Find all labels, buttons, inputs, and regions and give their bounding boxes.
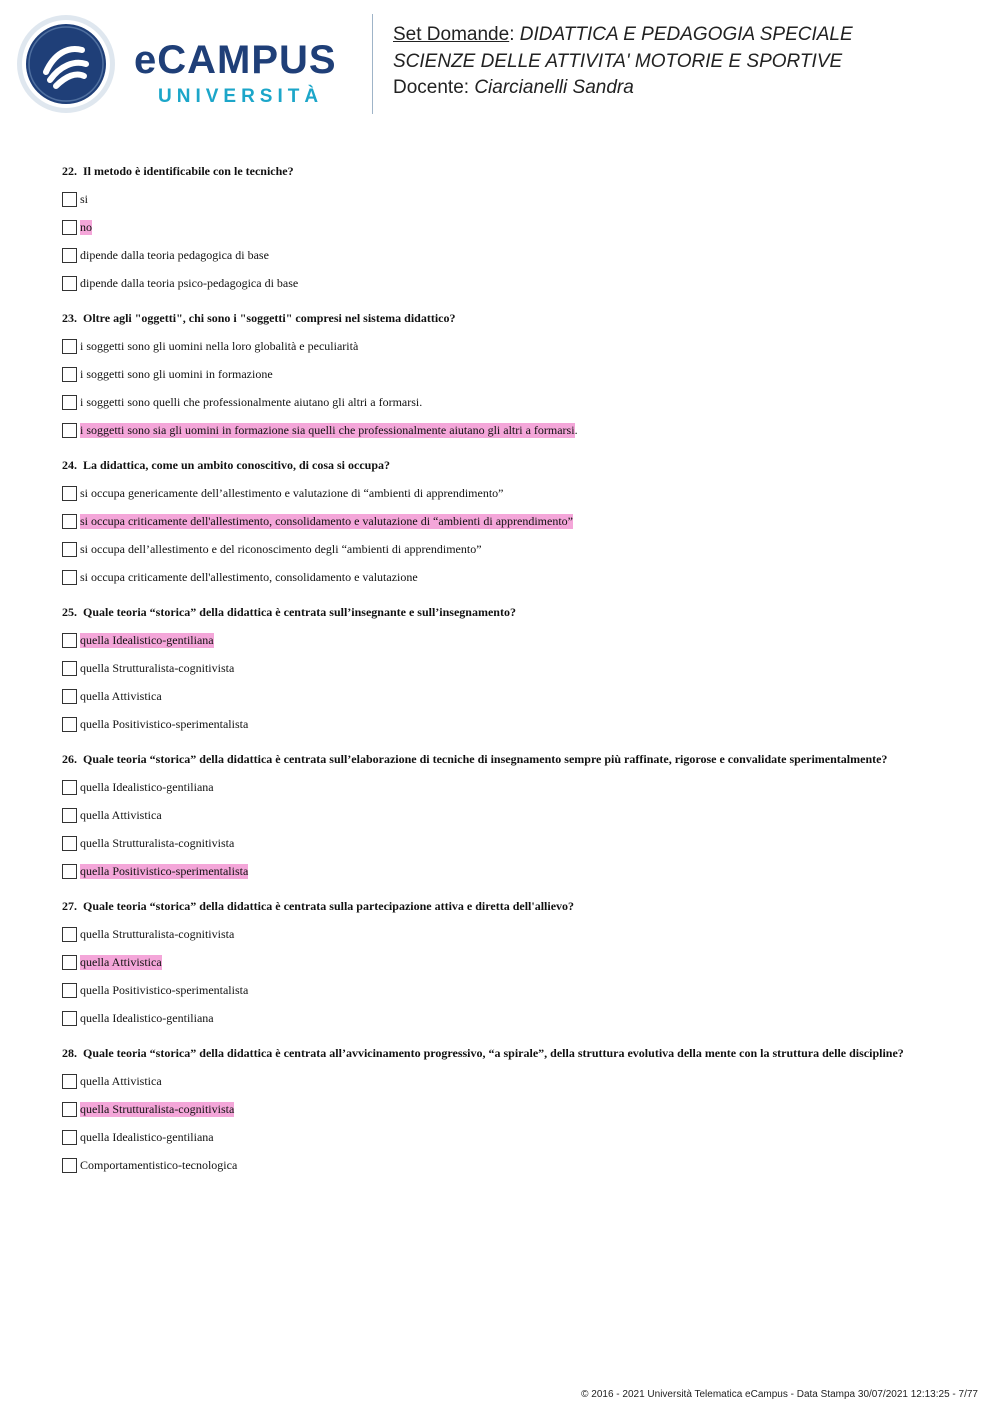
answer-label: si occupa dell’allestimento e del riconoscimento degli “ambienti di apprendimento” [80, 541, 482, 556]
question-item [62, 899, 952, 1032]
answer-label: Comportamentistico-tecnologica [80, 1157, 238, 1172]
answer-checkbox[interactable] [62, 1074, 77, 1089]
answer-option[interactable] [62, 535, 952, 563]
answer-checkbox[interactable] [62, 220, 77, 235]
question-item [62, 1046, 952, 1179]
question-number: 22. [62, 164, 77, 178]
question-title [62, 458, 952, 472]
set-line [393, 22, 853, 49]
answer-checkbox[interactable] [62, 1011, 77, 1026]
answer-option[interactable] [62, 710, 952, 738]
page-header [0, 0, 1000, 130]
answer-label: dipende dalla teoria pedagogica di base [80, 247, 269, 262]
answer-option[interactable] [62, 1004, 952, 1032]
answer-label: i soggetti sono gli uomini nella loro globalità e peculiarità [80, 338, 359, 353]
teacher-line [393, 75, 853, 102]
question-item [62, 605, 952, 738]
answer-checkbox[interactable] [62, 395, 77, 410]
answer-checkbox[interactable] [62, 836, 77, 851]
answer-label: quella Strutturalista-cognitivista [80, 835, 235, 850]
question-title [62, 899, 952, 913]
answer-option[interactable] [62, 241, 952, 269]
answer-checkbox[interactable] [62, 927, 77, 942]
answer-option[interactable] [62, 829, 952, 857]
answer-label: si [80, 191, 89, 206]
question-text: La didattica, come un ambito conoscitivo, di cosa si occupa? [83, 458, 391, 472]
answer-checkbox[interactable] [62, 808, 77, 823]
answer-label: quella Positivistico-sperimentalista [80, 982, 249, 997]
brand-sub-text: UNIVERSITÀ [158, 86, 324, 107]
answer-label: quella Attivistica [80, 954, 162, 969]
question-title [62, 605, 952, 619]
question-title [62, 752, 952, 766]
answer-option[interactable] [62, 388, 952, 416]
answer-option[interactable] [62, 682, 952, 710]
answer-checkbox[interactable] [62, 1130, 77, 1145]
brand-wordmark [134, 40, 364, 108]
question-number: 25. [62, 605, 77, 619]
answer-option[interactable] [62, 479, 952, 507]
answer-label: no [80, 219, 92, 234]
page-footer: © 2016 - 2021 Università Telematica eCampus - Data Stampa 30/07/2021 12:13:25 - 7/77 [581, 1389, 978, 1400]
answer-option[interactable] [62, 269, 952, 297]
answer-label: si occupa criticamente dell'allestimento, consolidamento e valutazione [80, 569, 418, 584]
course-title: DIDATTICA E PEDAGOGIA SPECIALE [519, 24, 853, 45]
answer-option[interactable] [62, 626, 952, 654]
question-number: 24. [62, 458, 77, 472]
answer-option[interactable] [62, 920, 952, 948]
answer-label: quella Attivistica [80, 688, 162, 703]
question-number: 23. [62, 311, 77, 325]
answer-checkbox[interactable] [62, 367, 77, 382]
answer-checkbox[interactable] [62, 570, 77, 585]
answer-option[interactable] [62, 332, 952, 360]
answer-label: quella Attivistica [80, 807, 162, 822]
answer-label: quella Idealistico-gentiliana [80, 1010, 214, 1025]
answer-label: si occupa genericamente dell’allestimento e valutazione di “ambienti di apprendimento” [80, 485, 504, 500]
answer-checkbox[interactable] [62, 486, 77, 501]
answer-label: i soggetti sono gli uomini in formazione [80, 366, 273, 381]
set-label: Set Domande [393, 24, 510, 45]
answer-checkbox[interactable] [62, 780, 77, 795]
answer-suffix: . [574, 422, 578, 437]
answer-checkbox[interactable] [62, 1102, 77, 1117]
answer-label: quella Strutturalista-cognitivista [80, 926, 235, 941]
teacher-name: Ciarcianelli Sandra [474, 77, 634, 98]
answer-option[interactable] [62, 976, 952, 1004]
question-item [62, 458, 952, 591]
answer-checkbox[interactable] [62, 192, 77, 207]
question-text: Quale teoria “storica” della didattica è centrata sulla partecipazione attiva e diretta dell'allievo? [83, 899, 575, 913]
question-title [62, 164, 952, 178]
answer-checkbox[interactable] [62, 689, 77, 704]
question-title [62, 311, 952, 325]
answer-label: dipende dalla teoria psico-pedagogica di base [80, 275, 299, 290]
answer-option[interactable] [62, 1067, 952, 1095]
question-text: Quale teoria “storica” della didattica è centrata sull’elaborazione di tecniche di insegnamento sempre più raffinate, rigorose e convalidate sperimentalmente? [83, 752, 888, 766]
answer-checkbox[interactable] [62, 661, 77, 676]
question-number: 27. [62, 899, 77, 913]
answer-label: quella Idealistico-gentiliana [80, 779, 214, 794]
question-item [62, 752, 952, 885]
question-list [62, 164, 952, 1193]
answer-checkbox[interactable] [62, 864, 77, 879]
question-text: Quale teoria “storica” della didattica è centrata all’avvicinamento progressivo, “a spirale”, della struttura evolutiva della mente con la struttura delle discipline? [83, 1046, 904, 1060]
answer-option[interactable] [62, 654, 952, 682]
question-title [62, 1046, 952, 1060]
answer-checkbox[interactable] [62, 423, 77, 438]
answer-option[interactable] [62, 185, 952, 213]
answer-checkbox[interactable] [62, 542, 77, 557]
answer-option[interactable] [62, 507, 952, 535]
answer-option[interactable] [62, 773, 952, 801]
question-text: Quale teoria “storica” della didattica è centrata sull’insegnante e sull’insegnamento? [83, 605, 516, 619]
answer-label: quella Positivistico-sperimentalista [80, 716, 249, 731]
answer-option[interactable] [62, 948, 952, 976]
answer-checkbox[interactable] [62, 339, 77, 354]
answer-option[interactable] [62, 801, 952, 829]
header-info [393, 22, 853, 102]
answer-option[interactable] [62, 1095, 952, 1123]
answer-checkbox[interactable] [62, 1158, 77, 1173]
question-number: 26. [62, 752, 77, 766]
answer-label: quella Attivistica [80, 1073, 162, 1088]
set-separator: : [509, 24, 520, 45]
question-text: Il metodo è identificabile con le tecniche? [83, 164, 294, 178]
ecampus-logo-icon [16, 14, 116, 114]
answer-label: i soggetti sono quelli che professionalmente aiutano gli altri a formarsi. [80, 394, 423, 409]
header-divider [372, 14, 373, 114]
course-subtitle: SCIENZE DELLE ATTIVITA' MOTORIE E SPORTIVE [393, 50, 843, 72]
answer-checkbox[interactable] [62, 248, 77, 263]
answer-checkbox[interactable] [62, 276, 77, 291]
answer-option[interactable] [62, 416, 952, 444]
answer-option[interactable] [62, 360, 952, 388]
answer-label: i soggetti sono sia gli uomini in formazione sia quelli che professionalmente aiutano gli altri a formarsi [80, 422, 575, 437]
question-item [62, 164, 952, 297]
answer-option[interactable] [62, 1123, 952, 1151]
answer-option[interactable] [62, 213, 952, 241]
answer-checkbox[interactable] [62, 983, 77, 998]
brand-main-text: eCAMPUS [134, 38, 337, 82]
answer-checkbox[interactable] [62, 514, 77, 529]
answer-label: quella Strutturalista-cognitivista [80, 1101, 235, 1116]
teacher-label: Docente: [393, 77, 475, 98]
question-item [62, 311, 952, 444]
answer-option[interactable] [62, 563, 952, 591]
answer-label: quella Idealistico-gentiliana [80, 632, 214, 647]
answer-checkbox[interactable] [62, 633, 77, 648]
answer-checkbox[interactable] [62, 717, 77, 732]
answer-label: si occupa criticamente dell'allestimento, consolidamento e valutazione di “ambienti di apprendimento” [80, 513, 573, 528]
question-text: Oltre agli "oggetti", chi sono i "soggetti" compresi nel sistema didattico? [83, 311, 456, 325]
question-number: 28. [62, 1046, 77, 1060]
answer-label: quella Positivistico-sperimentalista [80, 863, 249, 878]
answer-option[interactable] [62, 857, 952, 885]
answer-checkbox[interactable] [62, 955, 77, 970]
answer-option[interactable] [62, 1151, 952, 1179]
answer-label: quella Strutturalista-cognitivista [80, 660, 235, 675]
answer-label: quella Idealistico-gentiliana [80, 1129, 214, 1144]
